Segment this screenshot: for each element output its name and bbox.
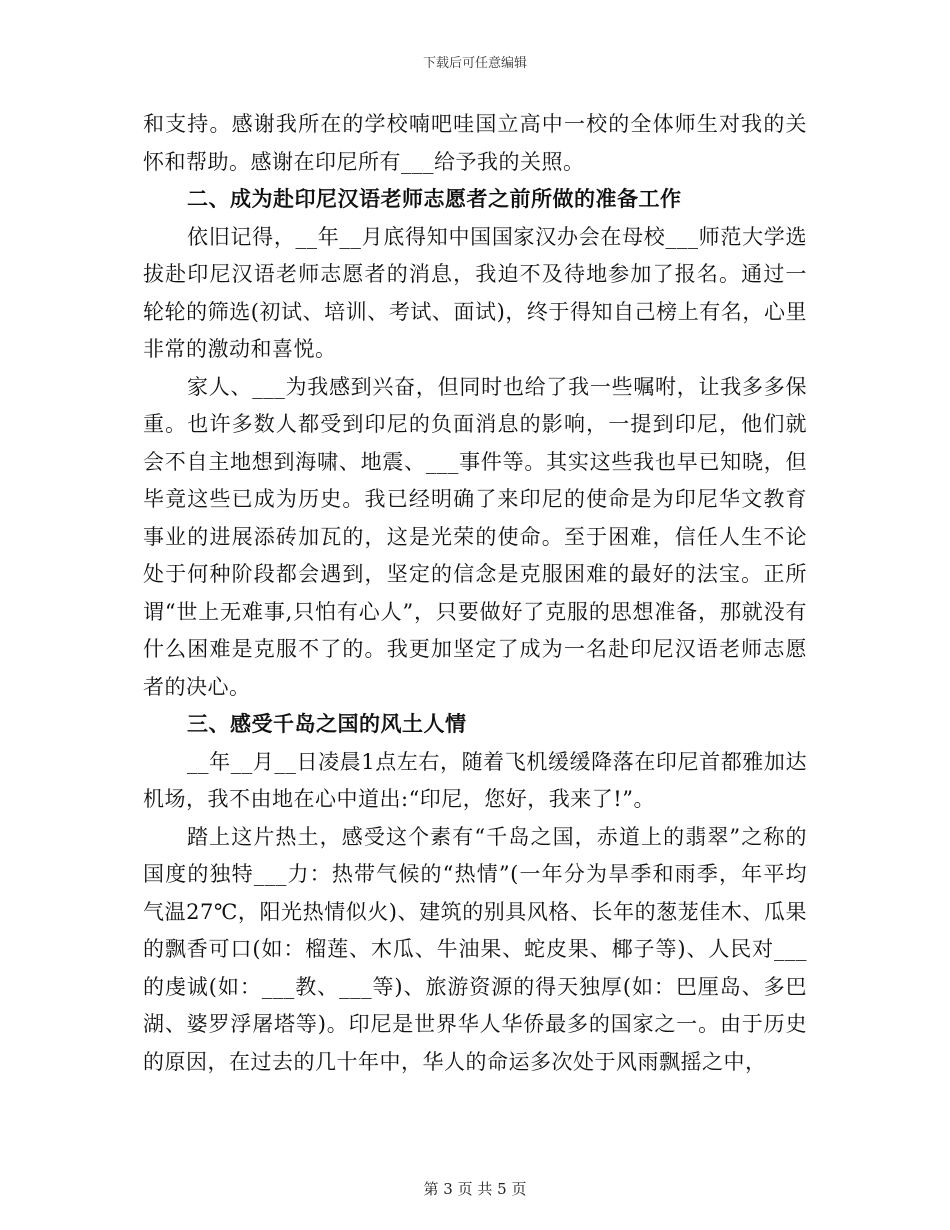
section-heading-3: 三、感受千岛之国的风土人情 xyxy=(187,712,467,736)
page-header: 下载后可任意编辑 xyxy=(422,56,527,71)
page-number: 第 3 页 共 5 页 xyxy=(423,1180,527,1198)
paragraph-family: 家人、___为我感到兴奋，但同时也给了我一些嘱咐，让我多多保重。也许多数人都受到印尼的负面消息的影响，一提到印尼，他们就会不自主地想到海啸、地震、___事件等。其实这些我也早已知晓，但毕竟这些已成为历史。我已经明确了来印尼的使命是为印尼华文教育事业的进展添砖加瓦的，这是光荣的使命。至于困难，信任人生不论处于何种阶段都会遇到，坚定的信念是克服困难的最好的法宝。正所谓“世上无难事,只怕有心人”，只要做好了克服的思想准备，那就没有什么困难是克服不了的。我更加坚定了成为一名赴印尼汉语老师志愿者的决心。 xyxy=(143,374,807,699)
paragraph-arrival: __年__月__日凌晨1点左右，随着飞机缓缓降落在印尼首都雅加达机场，我不由地在心中道出:“印尼，您好，我来了!”。 xyxy=(143,749,807,811)
document-body xyxy=(143,106,807,1081)
paragraph-preparation: 依旧记得，__年__月底得知中国国家汉办会在母校___师范大学选拔赴印尼汉语老师志愿者的消息，我迫不及待地参加了报名。通过一轮轮的筛选(初试、培训、考试、面试)，终于得知自己榜上有名，心里非常的激动和喜悦。 xyxy=(143,224,807,361)
paragraph-continuation: 和支持。感谢我所在的学校喃吧哇国立高中一校的全体师生对我的关怀和帮助。感谢在印尼所有___给予我的关照。 xyxy=(143,112,807,174)
paragraph-customs: 踏上这片热土，感受这个素有“千岛之国，赤道上的翡翠”之称的国度的独特___力：热带气候的“热情”(一年分为旱季和雨季，年平均气温27℃，阳光热情似火)、建筑的别具风格、长年的葱茏佳木、瓜果的飘香可口(如：榴莲、木瓜、牛油果、蛇皮果、椰子等)、人民对___的虔诚(如：___教、___等)、旅游资源的得天独厚(如：巴厘岛、多巴湖、婆罗浮屠塔等)。印尼是世界华人华侨最多的国家之一。由于历史的原因，在过去的几十年中，华人的命运多次处于风雨飘摇之中， xyxy=(143,824,807,1074)
section-heading-2: 二、成为赴印尼汉语老师志愿者之前所做的准备工作 xyxy=(187,187,682,211)
